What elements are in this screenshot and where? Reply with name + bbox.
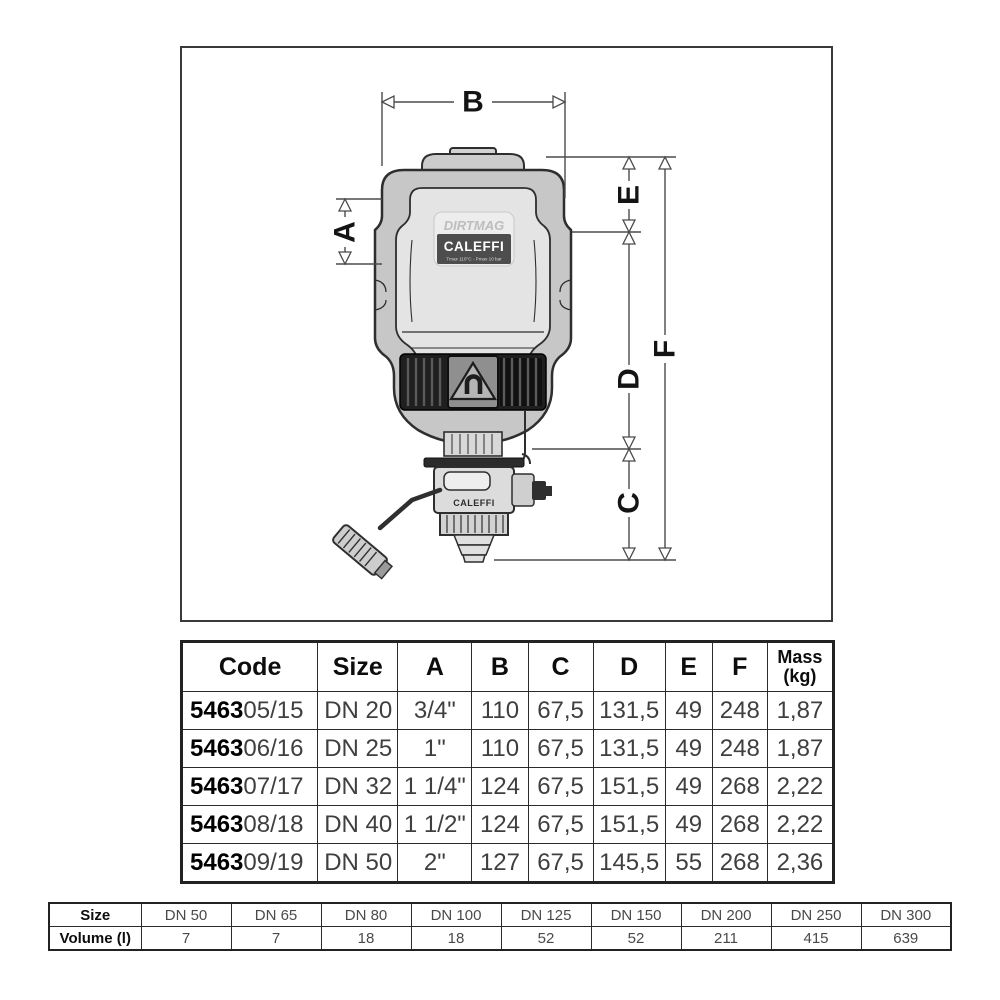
- cell-a: 2": [398, 844, 472, 883]
- size-cell: DN 250: [771, 903, 861, 927]
- col-header-f: F: [712, 642, 767, 692]
- cell-f: 248: [712, 730, 767, 768]
- volume-table: [48, 902, 952, 951]
- dim-label-d: D: [612, 368, 646, 390]
- size-cell: DN 300: [861, 903, 951, 927]
- cell-e: 49: [665, 806, 712, 844]
- col-header-size: Size: [318, 642, 398, 692]
- valve-lever: [331, 490, 440, 581]
- cell-b: 110: [472, 692, 528, 730]
- cell-mass: 2,36: [767, 844, 833, 883]
- dim-label-e: E: [612, 184, 646, 206]
- col-header-code: Code: [182, 642, 318, 692]
- volume-cell: 18: [321, 927, 411, 951]
- spec-table-header-row: [182, 642, 834, 692]
- cell-mass: 1,87: [767, 730, 833, 768]
- magnet-ring: [400, 354, 546, 410]
- dim-label-b: B: [462, 85, 484, 119]
- cell-f: 268: [712, 844, 767, 883]
- size-cell: DN 65: [231, 903, 321, 927]
- cell-code: 546309/19: [182, 844, 318, 883]
- volume-cell: 415: [771, 927, 861, 951]
- cell-e: 49: [665, 768, 712, 806]
- volume-cell: 52: [591, 927, 681, 951]
- volume-table-size-row: [49, 903, 951, 927]
- cell-code: 546307/17: [182, 768, 318, 806]
- dirt-separator-drawing: [182, 48, 831, 620]
- cell-c: 67,5: [528, 768, 593, 806]
- cell-d: 131,5: [593, 730, 665, 768]
- cell-mass: 2,22: [767, 806, 833, 844]
- magnet-warning-icon: [448, 356, 498, 408]
- cell-code: 546305/15: [182, 692, 318, 730]
- volume-cell: 7: [231, 927, 321, 951]
- cell-d: 145,5: [593, 844, 665, 883]
- cell-b: 124: [472, 806, 528, 844]
- cell-c: 67,5: [528, 844, 593, 883]
- label-small-text: Tmax 110°C - Pmax 10 bar: [446, 256, 502, 262]
- spec-table-row: [182, 692, 834, 730]
- technical-drawing-box: [180, 46, 833, 622]
- cell-e: 55: [665, 844, 712, 883]
- col-header-mass: Mass (kg): [767, 642, 833, 692]
- cell-a: 1 1/4": [398, 768, 472, 806]
- volume-cell: 211: [681, 927, 771, 951]
- dimension-edc: [613, 157, 646, 560]
- spec-table-row: [182, 806, 834, 844]
- col-header-b: B: [472, 642, 528, 692]
- valve-brand-text: CALEFFI: [453, 498, 495, 508]
- cell-f: 248: [712, 692, 767, 730]
- cell-a: 3/4": [398, 692, 472, 730]
- spec-table-row: [182, 768, 834, 806]
- spec-table-row: [182, 844, 834, 883]
- size-cell: DN 50: [141, 903, 231, 927]
- volume-cell: 639: [861, 927, 951, 951]
- cell-size: DN 40: [318, 806, 398, 844]
- volume-cell: 18: [411, 927, 501, 951]
- cell-b: 124: [472, 768, 528, 806]
- cell-a: 1": [398, 730, 472, 768]
- dim-label-c: C: [612, 492, 646, 514]
- cell-d: 151,5: [593, 768, 665, 806]
- dim-label-a: A: [328, 221, 362, 243]
- cell-code: 546306/16: [182, 730, 318, 768]
- cell-c: 67,5: [528, 730, 593, 768]
- cell-b: 127: [472, 844, 528, 883]
- dirtmag-wordmark: DIRTMAG: [443, 218, 505, 233]
- cell-c: 67,5: [528, 806, 593, 844]
- cell-d: 131,5: [593, 692, 665, 730]
- cell-c: 67,5: [528, 692, 593, 730]
- row-label-size: Size: [49, 903, 141, 927]
- product-label: [434, 212, 514, 266]
- cell-mass: 2,22: [767, 768, 833, 806]
- dimension-f: [649, 157, 682, 560]
- size-cell: DN 80: [321, 903, 411, 927]
- cell-mass: 1,87: [767, 692, 833, 730]
- cell-code: 546308/18: [182, 806, 318, 844]
- device-drawing: [328, 148, 571, 581]
- volume-table-volume-row: [49, 927, 951, 951]
- size-cell: DN 200: [681, 903, 771, 927]
- col-header-e: E: [665, 642, 712, 692]
- dim-label-f: F: [648, 339, 682, 359]
- drain-valve: [434, 467, 552, 513]
- cell-e: 49: [665, 692, 712, 730]
- col-header-d: D: [593, 642, 665, 692]
- col-header-c: C: [528, 642, 593, 692]
- size-cell: DN 125: [501, 903, 591, 927]
- volume-cell: 52: [501, 927, 591, 951]
- cell-d: 151,5: [593, 806, 665, 844]
- cell-size: DN 50: [318, 844, 398, 883]
- cell-a: 1 1/2": [398, 806, 472, 844]
- cell-f: 268: [712, 806, 767, 844]
- cell-b: 110: [472, 730, 528, 768]
- volume-cell: 7: [141, 927, 231, 951]
- size-cell: DN 150: [591, 903, 681, 927]
- spec-table: [180, 640, 835, 884]
- cell-size: DN 20: [318, 692, 398, 730]
- row-label-volume: Volume (l): [49, 927, 141, 951]
- col-header-a: A: [398, 642, 472, 692]
- cell-e: 49: [665, 730, 712, 768]
- spec-table-row: [182, 730, 834, 768]
- size-cell: DN 100: [411, 903, 501, 927]
- cell-size: DN 25: [318, 730, 398, 768]
- cell-size: DN 32: [318, 768, 398, 806]
- caleffi-wordmark: CALEFFI: [443, 239, 505, 254]
- cell-f: 268: [712, 768, 767, 806]
